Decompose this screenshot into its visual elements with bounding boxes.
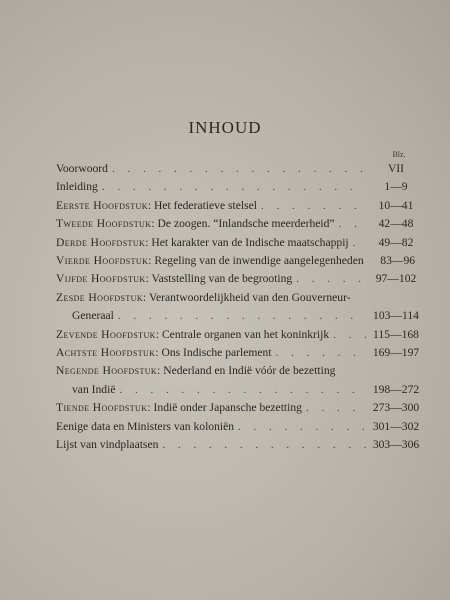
dot-leader (276, 344, 366, 362)
toc-entry-label: Eenige data en Ministers van koloniën (56, 419, 235, 433)
toc-entry-pages: 103—114 (373, 309, 419, 323)
toc-entry-voorwoord (56, 160, 422, 178)
toc-entry-chapter-10 (56, 399, 422, 417)
toc-entry-pages: VII (387, 162, 405, 175)
dot-leader (119, 381, 366, 399)
toc-entry-label: : De zoogen. “Inlandsche meerderheid” (151, 217, 335, 231)
toc-chapter-number: Tweede Hoofdstuk (56, 217, 152, 231)
toc-entry-chapter-1 (56, 197, 422, 215)
toc-chapter-number: Eerste Hoofdstuk (56, 198, 148, 212)
page-title: INHOUD (188, 118, 262, 137)
toc-entry-chapter-6 (56, 289, 422, 326)
table-of-contents (56, 160, 422, 454)
toc-entry-pages: 42—48 (378, 217, 414, 231)
toc-entry-chapter-7 (56, 326, 422, 344)
dot-leader (238, 418, 366, 436)
toc-entry-inleiding (56, 178, 422, 196)
toc-chapter-number: Negende Hoofdstuk (56, 364, 158, 378)
toc-entry-label-continuation: Generaal (72, 309, 114, 323)
toc-entry-chapter-8 (56, 344, 422, 362)
toc-chapter-number: Tiende Hoofdstuk (56, 401, 148, 415)
toc-chapter-number: Vierde Hoofdstuk (56, 253, 149, 267)
toc-entry-pages: 303—306 (372, 437, 420, 451)
dot-leader (296, 270, 366, 288)
toc-entry-label: : Vaststelling van de begrooting (145, 272, 293, 286)
toc-entry-chapter-9 (56, 362, 422, 399)
toc-entry-label: : Het federatieve stelsel (147, 198, 257, 212)
dot-leader (162, 436, 366, 454)
dot-leader (306, 399, 366, 417)
toc-entry-label: : Het karakter van de Indische maatschappij (145, 235, 349, 249)
toc-entry-pages: 169—197 (372, 345, 420, 359)
toc-entry-pages: 1—9 (384, 180, 408, 194)
toc-chapter-number: Achtste Hoofdstuk (56, 345, 156, 359)
toc-entry-label: : Centrale organen van het koninkrijk (155, 327, 330, 341)
dot-leader (353, 234, 366, 252)
toc-chapter-number: Vijfde Hoofdstuk (56, 272, 146, 286)
toc-entry-pages: 10—41 (378, 198, 414, 212)
page-column-header: Blz. (392, 150, 406, 159)
toc-entry-label: : Nederland en Indië vóór de bezetting (157, 364, 336, 378)
toc-entry-label-continuation: van Indië (72, 382, 116, 396)
dot-leader (333, 326, 366, 344)
dot-leader (261, 197, 366, 215)
toc-entry-label: : Regeling van de inwendige aangelegenheden (148, 253, 364, 267)
toc-entry-label: Lijst van vindplaatsen (56, 437, 159, 451)
toc-entry-chapter-2 (56, 215, 422, 233)
toc-entry-pages: 301—302 (372, 419, 420, 433)
toc-entry-pages: 198—272 (372, 382, 420, 396)
toc-chapter-number: Derde Hoofdstuk (56, 235, 146, 249)
dot-leader (112, 160, 366, 178)
toc-entry-chapter-5 (56, 270, 422, 288)
toc-chapter-number: Zesde Hoofdstuk (56, 290, 144, 304)
toc-entry-pages: 273—300 (372, 401, 420, 415)
toc-entry-pages: 49—82 (378, 235, 414, 249)
toc-entry-pages: 115—168 (373, 327, 419, 341)
dot-leader (102, 178, 366, 196)
toc-entry-label: Voorwoord (56, 162, 108, 175)
toc-entry-pages: 83—96 (380, 253, 416, 267)
toc-chapter-number: Zevende Hoofdstuk (56, 327, 156, 341)
toc-entry-chapter-3 (56, 234, 422, 252)
dot-leader (118, 307, 366, 325)
toc-entry-label: : Ons Indische parlement (155, 345, 272, 359)
toc-entry-label: Inleiding (56, 180, 98, 194)
toc-entry-pages: 97—102 (375, 272, 417, 286)
toc-entry-chapter-4 (56, 252, 422, 270)
dot-leader (339, 215, 366, 233)
toc-entry-label: : Verantwoordelijkheid van den Gouverneur- (143, 290, 351, 304)
toc-entry-vindplaatsen (56, 436, 422, 454)
toc-entry-data-ministers (56, 418, 422, 436)
toc-entry-label: : Indië onder Japansche bezetting (147, 401, 302, 415)
